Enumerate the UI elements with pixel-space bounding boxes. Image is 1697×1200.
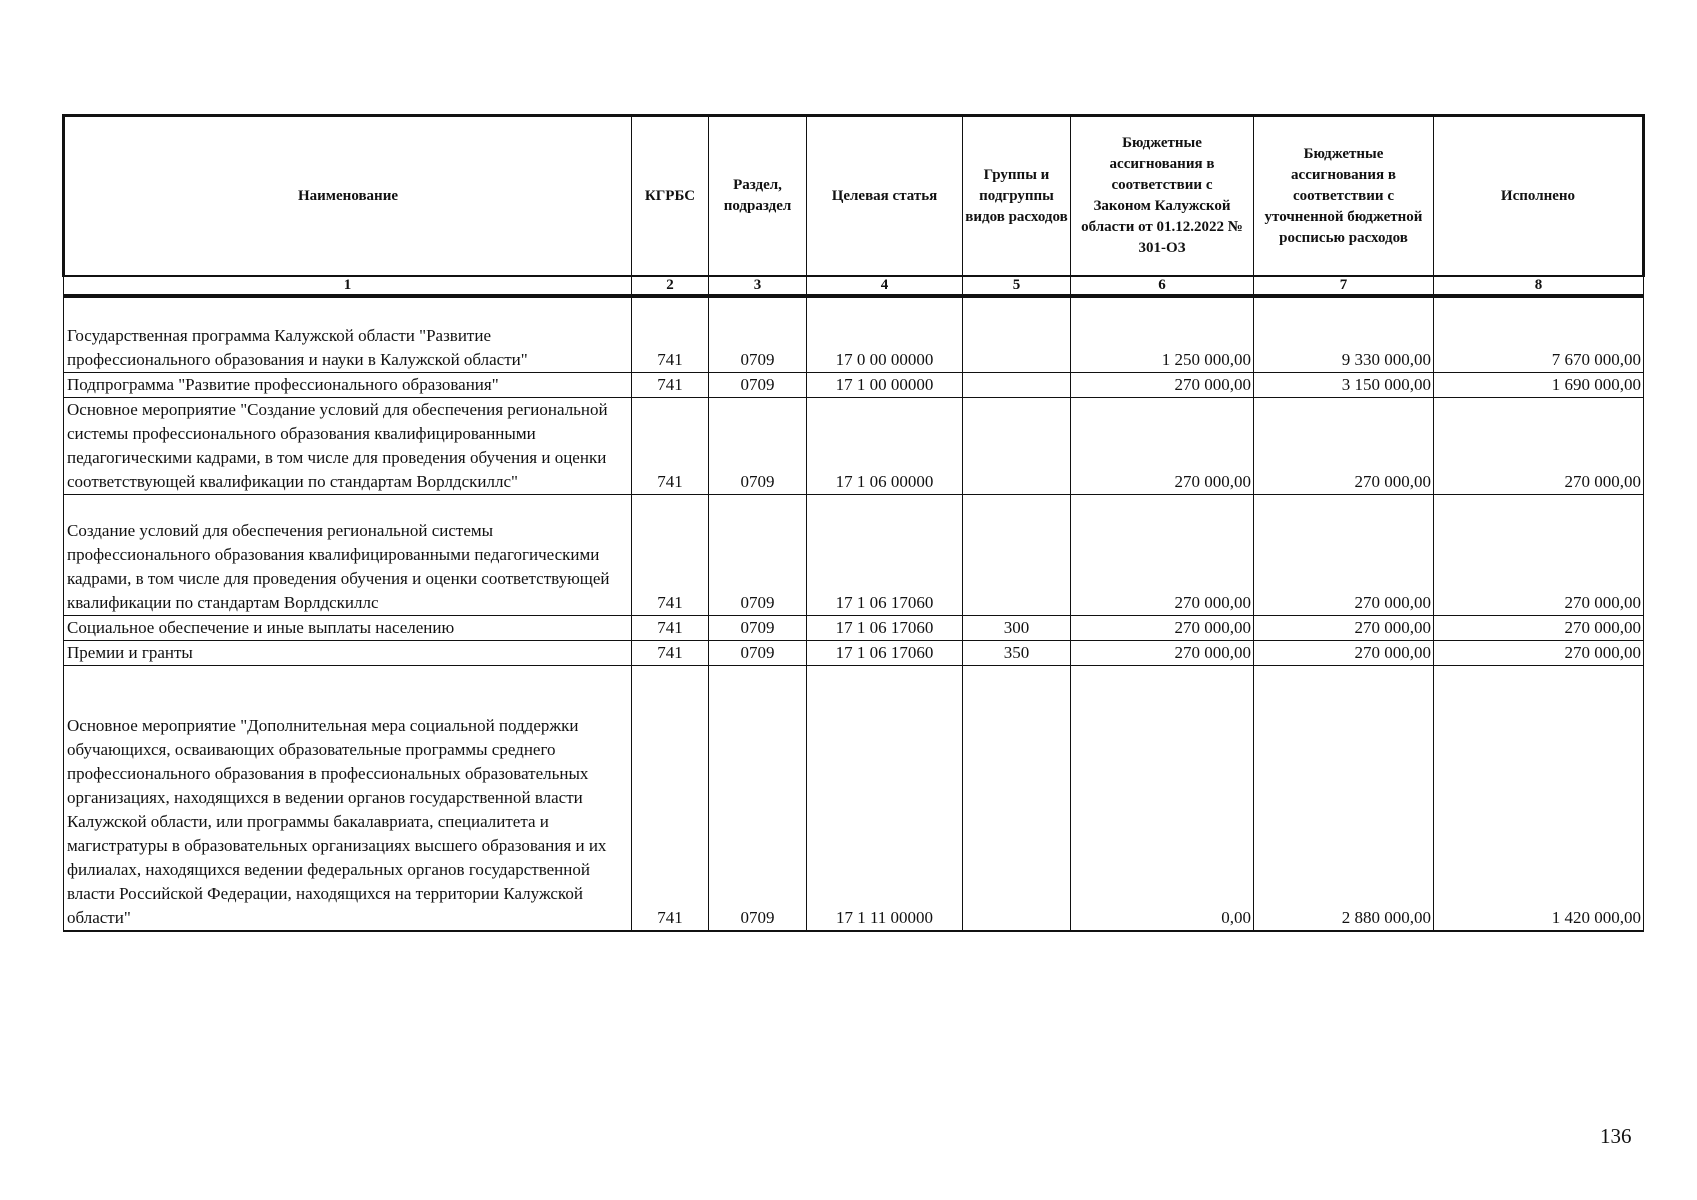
col-number: 5: [963, 276, 1071, 296]
column-number-row: [64, 276, 1644, 296]
row-name: Основное мероприятие "Дополнительная мера социальной поддержки обучающихся, осваивающих образовательные программы среднего профессионального образования в профессиональных образовательных организациях, находящихся в ведении органов государственной власти Калужской области, или программы бакалавриата, специалитета и магистратуры в образовательных организациях высшего образования и их филиалах, находящихся ведении федеральных органов государственной власти Российской Федерации, находящихся на территории Калужской области": [64, 666, 632, 932]
row-law-amount: 270 000,00: [1071, 495, 1254, 616]
row-refined-amount: 270 000,00: [1254, 641, 1434, 666]
table-row: [64, 616, 1644, 641]
row-target: 17 1 00 00000: [807, 373, 963, 398]
page-number: 136: [1600, 1124, 1632, 1148]
row-target: 17 1 06 17060: [807, 641, 963, 666]
table-row: [64, 495, 1644, 616]
row-section: 0709: [709, 641, 807, 666]
row-kgrbs: 741: [632, 373, 709, 398]
col-number: 4: [807, 276, 963, 296]
table-row: [64, 398, 1644, 495]
row-executed-amount: 270 000,00: [1434, 398, 1644, 495]
col-number: 7: [1254, 276, 1434, 296]
row-executed-amount: 7 670 000,00: [1434, 296, 1644, 373]
row-kgrbs: 741: [632, 495, 709, 616]
row-target: 17 0 00 00000: [807, 296, 963, 373]
row-section: 0709: [709, 666, 807, 932]
row-executed-amount: 270 000,00: [1434, 616, 1644, 641]
row-executed-amount: 270 000,00: [1434, 495, 1644, 616]
row-law-amount: 270 000,00: [1071, 398, 1254, 495]
table-row: [64, 666, 1644, 932]
row-group: [963, 495, 1071, 616]
row-kgrbs: 741: [632, 616, 709, 641]
table-row: [64, 373, 1644, 398]
row-group: 350: [963, 641, 1071, 666]
row-group: [963, 666, 1071, 932]
row-section: 0709: [709, 398, 807, 495]
row-refined-amount: 2 880 000,00: [1254, 666, 1434, 932]
row-refined-amount: 270 000,00: [1254, 616, 1434, 641]
row-executed-amount: 270 000,00: [1434, 641, 1644, 666]
row-name: Создание условий для обеспечения региональной системы профессионального образования квалифицированными педагогическими кадрами, в том числе для проведения обучения и оценки соответствующей квалификации по стандартам Ворлдскиллс: [64, 495, 632, 616]
row-refined-amount: 270 000,00: [1254, 398, 1434, 495]
row-refined-amount: 9 330 000,00: [1254, 296, 1434, 373]
row-law-amount: 270 000,00: [1071, 373, 1254, 398]
row-law-amount: 0,00: [1071, 666, 1254, 932]
row-section: 0709: [709, 296, 807, 373]
row-target: 17 1 06 00000: [807, 398, 963, 495]
row-kgrbs: 741: [632, 641, 709, 666]
row-law-amount: 1 250 000,00: [1071, 296, 1254, 373]
budget-sheet: [62, 114, 1642, 932]
row-section: 0709: [709, 616, 807, 641]
col-target-header: Целевая статья: [807, 116, 963, 277]
row-group: [963, 398, 1071, 495]
row-name: Социальное обеспечение и иные выплаты населению: [64, 616, 632, 641]
budget-table: [62, 114, 1645, 932]
col-number: 6: [1071, 276, 1254, 296]
row-law-amount: 270 000,00: [1071, 641, 1254, 666]
col-number: 8: [1434, 276, 1644, 296]
row-group: [963, 296, 1071, 373]
row-law-amount: 270 000,00: [1071, 616, 1254, 641]
row-section: 0709: [709, 495, 807, 616]
row-target: 17 1 06 17060: [807, 495, 963, 616]
col-law-header: Бюджетные ассигнования в соответствии с Законом Калужской области от 01.12.2022 № 301-ОЗ: [1071, 116, 1254, 277]
col-number: 3: [709, 276, 807, 296]
row-target: 17 1 06 17060: [807, 616, 963, 641]
col-number: 1: [64, 276, 632, 296]
col-number: 2: [632, 276, 709, 296]
row-group: [963, 373, 1071, 398]
row-refined-amount: 270 000,00: [1254, 495, 1434, 616]
header-row: [64, 116, 1644, 277]
row-refined-amount: 3 150 000,00: [1254, 373, 1434, 398]
row-name: Основное мероприятие "Создание условий для обеспечения региональной системы профессионального образования квалифицированными педагогическими кадрами, в том числе для проведения обучения и оценки соответствующей квалификации по стандартам Ворлдскиллс": [64, 398, 632, 495]
row-executed-amount: 1 690 000,00: [1434, 373, 1644, 398]
row-name: Государственная программа Калужской области "Развитие профессионального образования и науки в Калужской области": [64, 296, 632, 373]
row-name: Премии и гранты: [64, 641, 632, 666]
row-kgrbs: 741: [632, 296, 709, 373]
col-name-header: Наименование: [64, 116, 632, 277]
col-refined-header: Бюджетные ассигнования в соответствии с уточненной бюджетной росписью расходов: [1254, 116, 1434, 277]
table-row: [64, 641, 1644, 666]
table-row: [64, 296, 1644, 373]
row-target: 17 1 11 00000: [807, 666, 963, 932]
row-executed-amount: 1 420 000,00: [1434, 666, 1644, 932]
col-section-header: Раздел, подраздел: [709, 116, 807, 277]
row-section: 0709: [709, 373, 807, 398]
row-kgrbs: 741: [632, 398, 709, 495]
col-executed-header: Исполнено: [1434, 116, 1644, 277]
row-name: Подпрограмма "Развитие профессионального образования": [64, 373, 632, 398]
col-group-header: Группы и подгруппы видов расходов: [963, 116, 1071, 277]
row-group: 300: [963, 616, 1071, 641]
col-kgrbs-header: КГРБС: [632, 116, 709, 277]
row-kgrbs: 741: [632, 666, 709, 932]
